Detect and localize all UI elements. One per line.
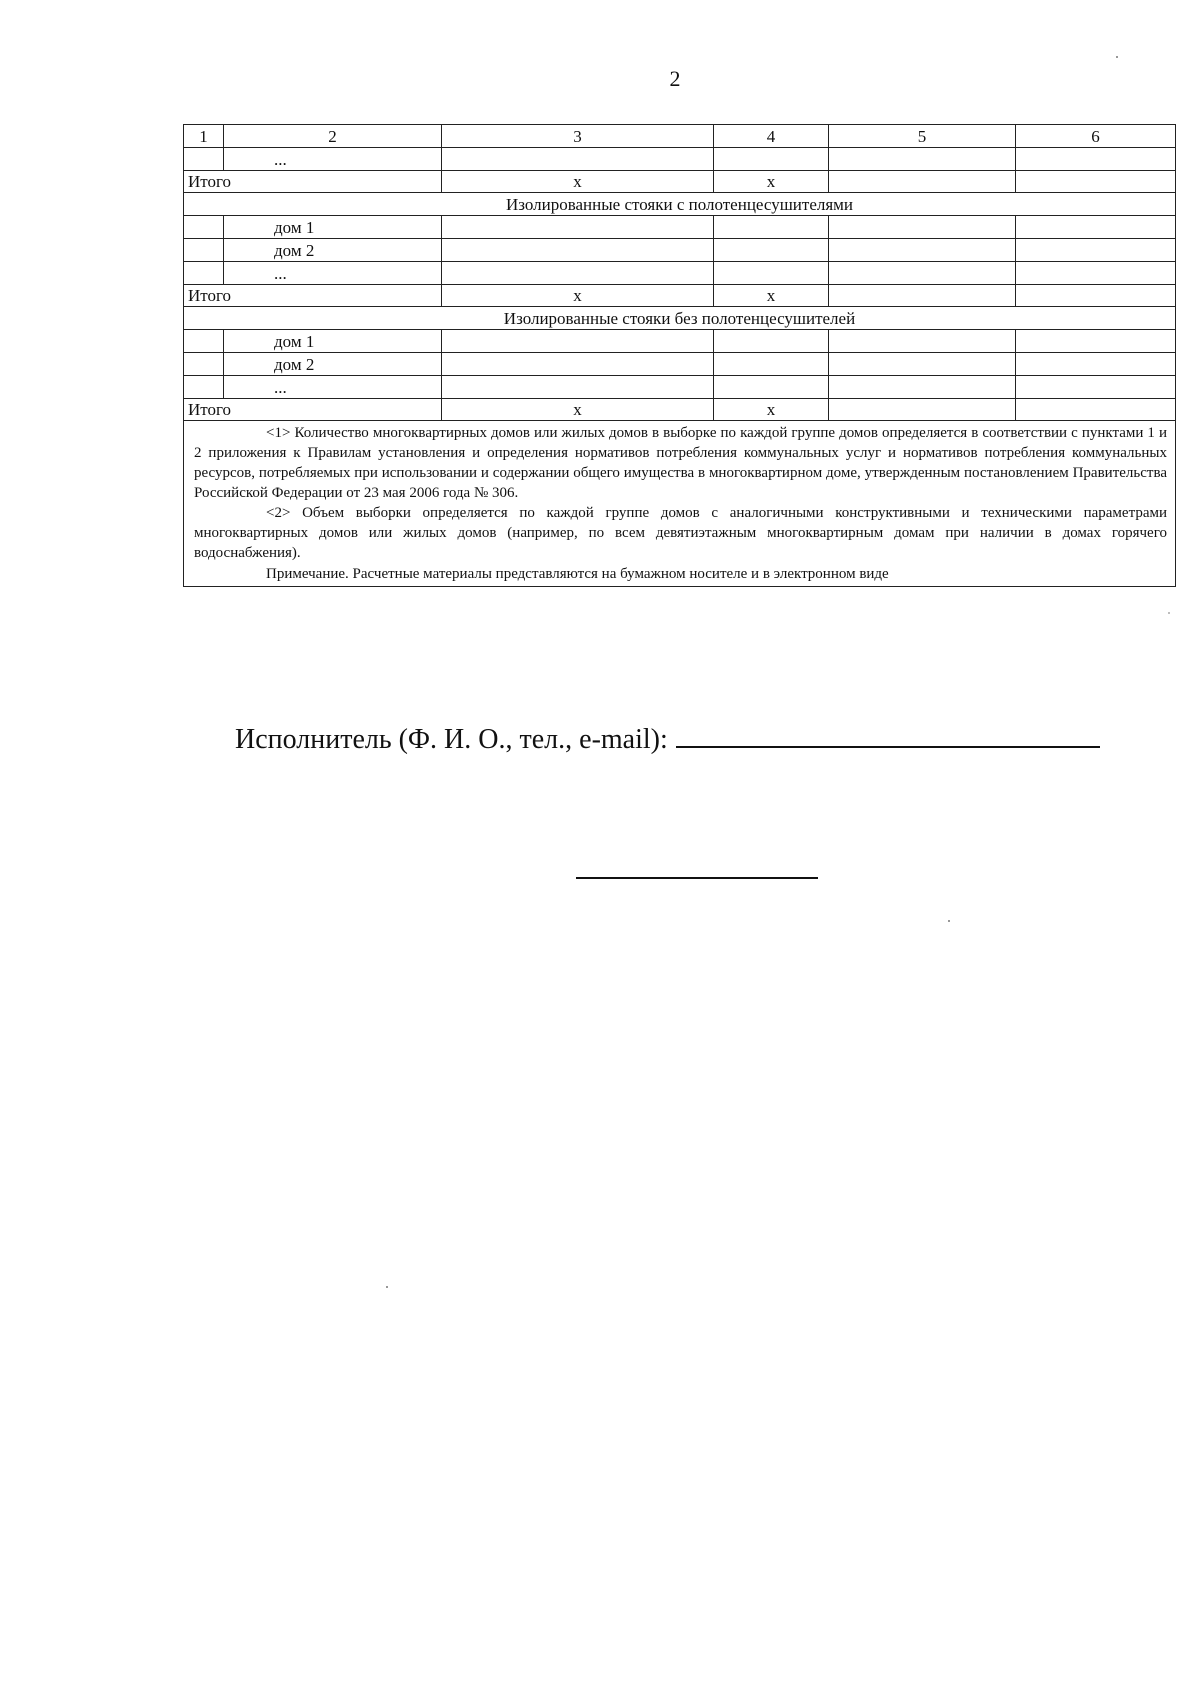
cell-empty xyxy=(442,148,714,171)
cell-empty xyxy=(442,216,714,239)
cell-empty xyxy=(1016,376,1176,399)
cell-empty xyxy=(829,353,1016,376)
executor-label: Исполнитель (Ф. И. О., тел., e-mail): xyxy=(235,724,668,755)
cell-empty xyxy=(184,239,224,262)
row-label: дом 1 xyxy=(224,330,442,353)
cell-empty xyxy=(829,376,1016,399)
x-mark: x xyxy=(714,285,829,307)
footnote-2: <2> Объем выборки определяется по каждой группе домов с аналогичными конструктивными и техническими параметрами многоквартирных домов или жилых домов (например, по всем девятиэтажным многоквартирным домам при наличии в домах горячего водоснабжения). xyxy=(194,505,1167,561)
cell-empty xyxy=(714,262,829,285)
total-row xyxy=(184,399,1176,421)
total-label: Итого xyxy=(184,285,442,307)
remark-note: Примечание. Расчетные материалы представляются на бумажном носителе и в электронном виде xyxy=(266,566,889,582)
table-row xyxy=(184,239,1176,262)
row-label: дом 2 xyxy=(224,353,442,376)
cell-empty xyxy=(714,330,829,353)
notes-row xyxy=(184,421,1176,587)
row-label: дом 1 xyxy=(224,216,442,239)
table-row xyxy=(184,148,1176,171)
cell-empty xyxy=(1016,148,1176,171)
cell-empty xyxy=(714,216,829,239)
x-mark: x xyxy=(442,399,714,421)
cell-empty xyxy=(1016,262,1176,285)
cell-empty xyxy=(1016,216,1176,239)
cell-empty xyxy=(442,330,714,353)
cell-empty xyxy=(442,376,714,399)
total-row xyxy=(184,171,1176,193)
x-mark: x xyxy=(714,171,829,193)
executor-blank-field xyxy=(676,722,1100,748)
cell-empty xyxy=(1016,171,1176,193)
scan-speck xyxy=(1116,56,1118,58)
cell-empty xyxy=(184,376,224,399)
table-row xyxy=(184,376,1176,399)
end-of-document-rule xyxy=(576,877,818,879)
page-number: 2 xyxy=(669,66,681,91)
column-number-2: 2 xyxy=(224,125,442,148)
table-row xyxy=(184,216,1176,239)
section-heading-row xyxy=(184,193,1176,216)
cell-empty xyxy=(1016,399,1176,421)
section-heading-row xyxy=(184,307,1176,330)
cell-empty xyxy=(184,330,224,353)
cell-empty xyxy=(184,353,224,376)
cell-empty xyxy=(442,262,714,285)
column-number-3: 3 xyxy=(442,125,714,148)
section-title: Изолированные стояки с полотенцесушителями xyxy=(184,193,1176,216)
cell-empty xyxy=(714,376,829,399)
total-row xyxy=(184,285,1176,307)
row-label: ... xyxy=(224,376,442,399)
cell-empty xyxy=(1016,285,1176,307)
row-label: дом 2 xyxy=(224,239,442,262)
column-number-4: 4 xyxy=(714,125,829,148)
footnote-1: <1> Количество многоквартирных домов или жилых домов в выборке по каждой группе домов определяется в соответствии с пунктами 1 и 2 приложения к Правилам установления и определения нормативов потребления коммунальных услуг и нормативов потребления коммунальных ресурсов, потребляемых при использовании и содержании общего имущества в многоквартирном доме, утвержденным постановлением Правительства Российской Федерации от 23 мая 2006 года № 306. xyxy=(194,425,1167,501)
cell-empty xyxy=(714,148,829,171)
cell-empty xyxy=(442,353,714,376)
cell-empty xyxy=(442,239,714,262)
cell-empty xyxy=(1016,353,1176,376)
row-ellipsis: ... xyxy=(224,148,442,171)
total-label: Итого xyxy=(184,399,442,421)
table-row xyxy=(184,262,1176,285)
scan-speck xyxy=(948,920,950,922)
cell-empty xyxy=(829,285,1016,307)
cell-empty xyxy=(829,262,1016,285)
cell-empty xyxy=(829,171,1016,193)
cell-empty xyxy=(829,239,1016,262)
cell-empty xyxy=(714,239,829,262)
scan-speck xyxy=(1168,612,1170,614)
column-number-5: 5 xyxy=(829,125,1016,148)
table-row xyxy=(184,353,1176,376)
cell-empty xyxy=(829,216,1016,239)
executor-line xyxy=(235,722,1100,756)
cell-empty xyxy=(184,216,224,239)
total-label: Итого xyxy=(184,171,442,193)
table-row xyxy=(184,330,1176,353)
calculation-table xyxy=(183,124,1176,587)
column-number-6: 6 xyxy=(1016,125,1176,148)
cell-empty xyxy=(184,262,224,285)
x-mark: x xyxy=(442,171,714,193)
section-title: Изолированные стояки без полотенцесушителей xyxy=(184,307,1176,330)
column-number-1: 1 xyxy=(184,125,224,148)
cell-empty xyxy=(829,399,1016,421)
table-header-row xyxy=(184,125,1176,148)
cell-empty xyxy=(829,148,1016,171)
x-mark: x xyxy=(442,285,714,307)
cell-empty xyxy=(714,353,829,376)
cell-empty xyxy=(184,148,224,171)
footnotes xyxy=(184,421,1176,587)
row-label: ... xyxy=(224,262,442,285)
cell-empty xyxy=(1016,330,1176,353)
x-mark: x xyxy=(714,399,829,421)
cell-empty xyxy=(1016,239,1176,262)
scan-speck xyxy=(386,1286,388,1288)
cell-empty xyxy=(829,330,1016,353)
